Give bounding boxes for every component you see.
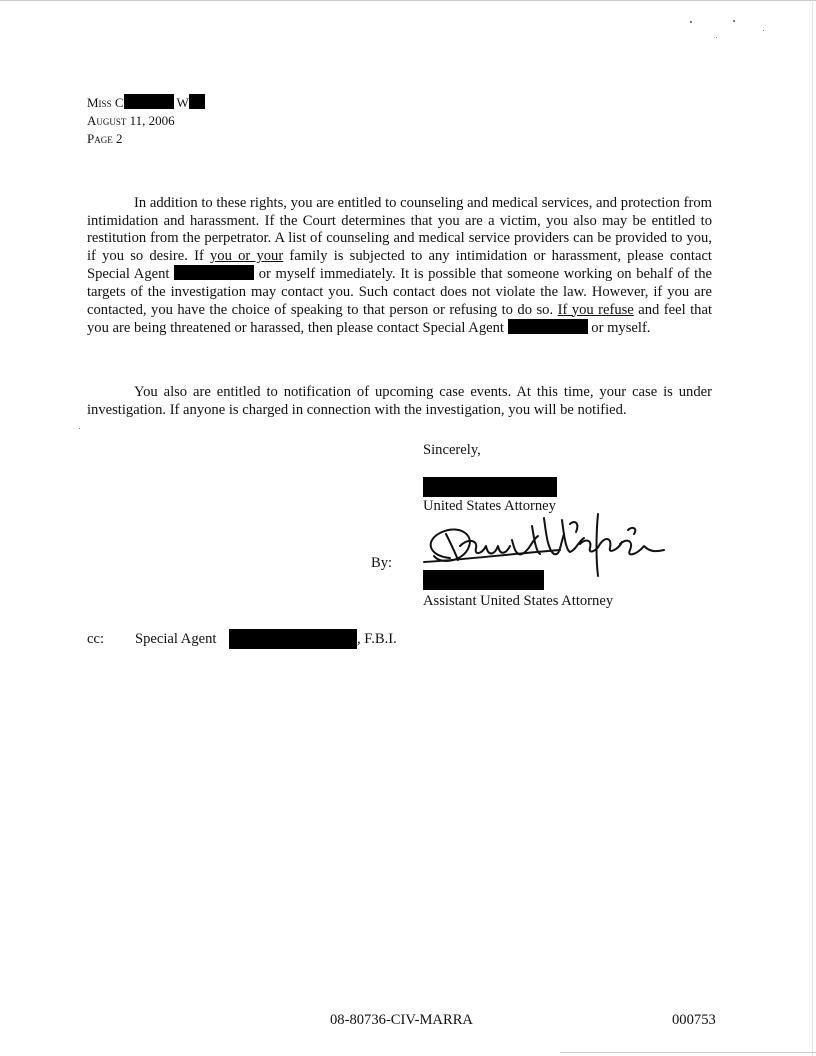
scan-speck — [763, 30, 764, 31]
p2-text: You also are entitled to notification of upcoming case events. At this time, your case is under investigation. If anyone is charged in connection with the investigation, you will be notified. — [87, 384, 712, 418]
title-assistant-us-attorney: Assistant United States Attorney — [423, 593, 614, 609]
redaction-bar-signer-2 — [423, 570, 544, 590]
recipient-mid: W — [176, 95, 189, 110]
cc-agency: , F.B.I. — [357, 631, 397, 647]
scan-speck — [79, 428, 80, 429]
footer-case-number: 08-80736-CIV-MARRA — [330, 1012, 473, 1028]
redaction-bar — [189, 94, 205, 109]
scan-edge-bottom — [560, 1052, 816, 1053]
title-us-attorney: United States Attorney — [423, 498, 556, 514]
cc-label: cc: — [87, 631, 105, 647]
scan-speck — [733, 20, 735, 22]
redaction-bar — [508, 319, 588, 334]
letter-date: August 11, 2006 — [87, 113, 175, 128]
redaction-bar — [124, 94, 174, 109]
p1-text-5: or myself. — [587, 320, 651, 337]
scan-speck — [716, 37, 717, 38]
recipient-line — [87, 94, 205, 112]
redaction-bar — [174, 265, 254, 280]
body-paragraph-1 — [87, 195, 712, 338]
scan-edge-top — [0, 0, 816, 1]
body-paragraph-2 — [87, 384, 712, 419]
scan-edge-right — [812, 0, 813, 1056]
redaction-bar-cc-agent — [229, 629, 357, 649]
redaction-bar-signer-1 — [423, 477, 557, 497]
scan-speck — [690, 21, 692, 23]
p1-underlined-2: If you refuse — [557, 301, 634, 318]
cc-line — [87, 630, 217, 648]
cc-agent-prefix: Special Agent — [135, 631, 217, 647]
p1-underlined-1: you or your — [210, 247, 284, 264]
p1-text-4: and feel that you are being threatened or harassed, then please contact Special Agent — [87, 301, 712, 337]
by-label: By: — [371, 555, 393, 571]
p1-text-1: In addition to these rights, you are entitled to counseling and medical services, and protection from intimidation and harassment. If the Court determines that you are a victim, you also may be entitled to restitution from the perpetrator. A list of counseling and medical service providers can be provided to you, if you so desire. If — [87, 195, 712, 264]
page-number: Page 2 — [87, 131, 123, 146]
p1-text-3: or myself immediately. It is possible that someone working on behalf of the targets of the investigation may contact you. Such contact does not violate the law. However, if you are contacted, you have the choice of speaking to that person or refusing to do so. — [87, 266, 712, 318]
footer-bates-number: 000753 — [672, 1012, 716, 1028]
closing-sincerely: Sincerely, — [423, 442, 481, 458]
recipient-prefix: Miss C — [87, 95, 124, 110]
p1-text-2: family is subjected to any intimidation or harassment, please contact Special Agent — [87, 247, 712, 283]
letter-header — [87, 94, 205, 148]
